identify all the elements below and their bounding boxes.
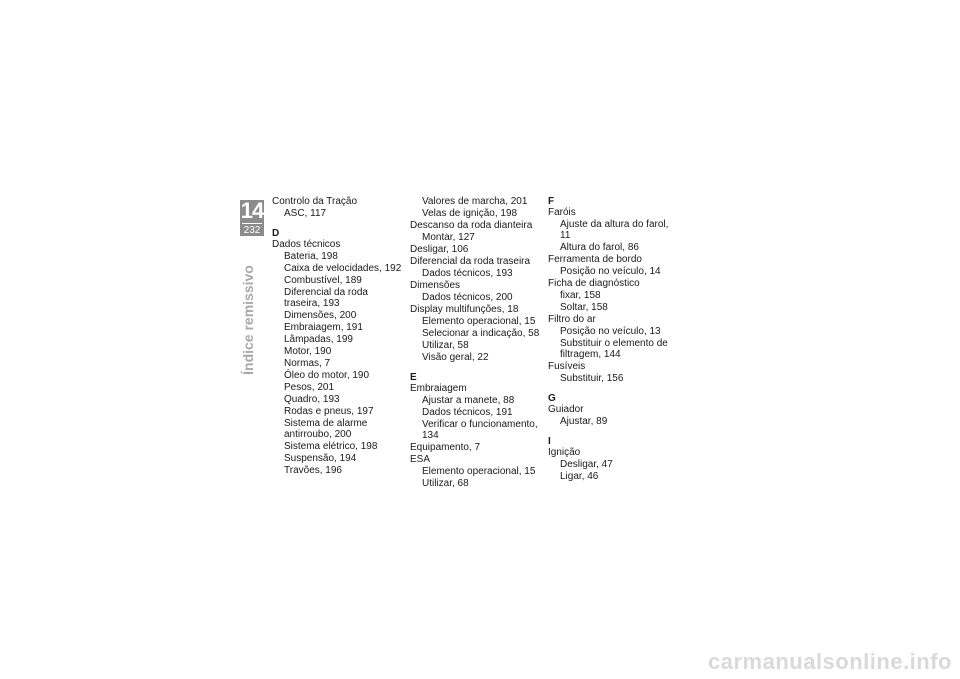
index-subentry: Suspensão, 194 [284,453,357,464]
index-subentry: Sistema elétrico, 198 [284,441,378,452]
index-subentry: Embraiagem, 191 [284,322,363,333]
index-subentry: Substituir, 156 [560,373,624,384]
index-entry: Display multifunções, 18 [410,304,519,315]
index-column-1 [272,196,404,477]
index-entry: Ignição [548,447,581,458]
index-entry: Faróis [548,207,576,218]
index-entry: Fusíveis [548,361,586,372]
index-letter-heading: G [548,393,556,404]
index-entry: Guiador [548,404,584,415]
index-subentry: Altura do farol, 86 [560,242,639,253]
index-entry: Filtro do ar [548,314,596,325]
index-subentry: Travões, 196 [284,465,342,476]
index-entry: ESA [410,454,431,465]
index-subentry: Dados técnicos, 193 [422,268,513,279]
index-subentry: Bateria, 198 [284,251,338,262]
index-subentry: Montar, 127 [422,232,475,243]
index-entry: Controlo da Tração [272,196,358,207]
index-subentry: Velas de ignição, 198 [422,208,518,219]
index-entry: Embraiagem [410,383,467,394]
index-subentry: Dados técnicos, 191 [422,407,513,418]
index-letter-heading: F [548,196,555,207]
index-subentry: Lâmpadas, 199 [284,334,353,345]
index-subentry: Combustível, 189 [284,275,362,286]
index-subentry: Utilizar, 68 [422,478,469,489]
index-entry: Dados técnicos [272,239,341,250]
watermark: carmanualsonline.info [708,649,952,674]
index-subentry: Rodas e pneus, 197 [284,406,374,417]
index-entry: Ficha de diagnóstico [548,278,640,289]
index-subentry: Sistema de alarme antirroubo, 200 [284,418,368,440]
page-number: 232 [243,225,261,236]
index-entry: Dimensões [410,280,461,291]
index-subentry: Quadro, 193 [284,394,340,405]
index-subentry: Valores de marcha, 201 [422,196,528,207]
index-subentry: fixar, 158 [560,290,601,301]
index-subentry: Posição no veículo, 14 [560,266,661,277]
index-subentry: Óleo do motor, 190 [284,370,370,381]
index-subentry: ASC, 117 [284,208,327,219]
chapter-number: 14 [240,198,264,223]
index-entry: Ferramenta de bordo [548,254,642,265]
index-letter-heading: I [548,436,551,447]
index-subentry: Soltar, 158 [560,302,608,313]
tab-divider [242,223,262,224]
index-letter-heading: D [272,228,280,239]
index-subentry: Ligar, 46 [560,471,599,482]
index-subentry: Desligar, 47 [560,459,613,470]
index-subentry: Verificar o funcionamento, 134 [422,419,538,441]
index-subentry: Ajustar a manete, 88 [422,395,515,406]
index-subentry: Diferencial da roda traseira, 193 [284,287,368,309]
index-subentry: Ajuste da altura do farol, 11 [560,219,669,241]
index-subentry: Elemento operacional, 15 [422,466,536,477]
index-entry: Desligar, 106 [410,244,469,255]
index-subentry: Ajustar, 89 [560,416,608,427]
index-subentry: Dimensões, 200 [284,310,357,321]
index-subentry: Elemento operacional, 15 [422,316,536,327]
index-subentry: Normas, 7 [284,358,331,369]
index-letter-heading: E [410,372,417,383]
index-entry: Diferencial da roda traseira [410,256,531,267]
index-subentry: Dados técnicos, 200 [422,292,513,303]
index-entry: Equipamento, 7 [410,442,481,453]
index-subentry: Caixa de velocidades, 192 [284,263,402,274]
chapter-title: Índice remissivo [240,265,256,375]
index-subentry: Pesos, 201 [284,382,335,393]
index-subentry: Selecionar a indicação, 58 [422,328,540,339]
index-subentry: Visão geral, 22 [422,352,489,363]
index-subentry: Posição no veículo, 13 [560,326,661,337]
index-subentry: Utilizar, 58 [422,340,469,351]
index-subentry: Motor, 190 [284,346,332,357]
index-column-2 [410,196,542,490]
index-subentry: Substituir o elemento de filtragem, 144 [560,338,668,360]
chapter-tab [240,200,264,236]
index-column-3 [548,196,680,483]
index-entry: Descanso da roda dianteira [410,220,533,231]
